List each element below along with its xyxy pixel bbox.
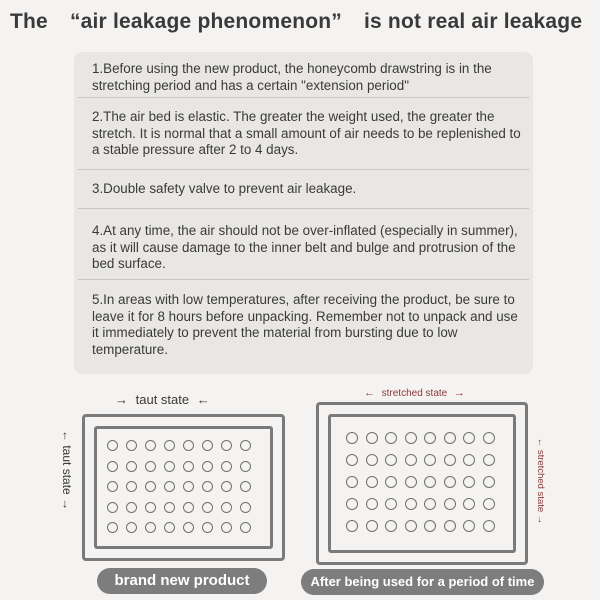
hole-circle [366, 454, 378, 466]
hole-circle [145, 440, 156, 451]
hole-circle [221, 440, 232, 451]
hole-circle [183, 481, 194, 492]
hole-circle [107, 461, 118, 472]
hole-circle [483, 432, 495, 444]
hole-circle [126, 461, 137, 472]
hole-circle [483, 498, 495, 510]
hole-circle [164, 481, 175, 492]
hole-circle [221, 461, 232, 472]
right-top-label [364, 384, 465, 399]
hole-circle [346, 476, 358, 488]
arrow-left-icon: ← [60, 430, 74, 442]
hole-circle [346, 498, 358, 510]
arrow-left-icon: ← [535, 437, 546, 448]
hole-circle [385, 520, 397, 532]
right-side-label-text: stretched state [535, 449, 546, 513]
note-item-3: 3.Double safety valve to prevent air leakage. [92, 181, 357, 196]
arrow-right-icon: → [535, 514, 546, 525]
hole-circle [366, 498, 378, 510]
hole-circle [424, 498, 436, 510]
hole-circle [240, 440, 251, 451]
hole-circle [145, 522, 156, 533]
new-product-mat [82, 414, 285, 561]
arrow-right-icon: → [60, 498, 74, 511]
hole-circle [107, 522, 118, 533]
hole-circle [240, 461, 251, 472]
left-side-label-text: taut state [60, 445, 74, 495]
hole-circle [202, 461, 213, 472]
hole-circle [424, 432, 436, 444]
hole-circle [240, 502, 251, 513]
hole-circle [145, 481, 156, 492]
hole-circle [202, 502, 213, 513]
note-divider [78, 279, 529, 280]
page-title [10, 10, 590, 34]
right-side-label [532, 436, 546, 526]
hole-circle [483, 520, 495, 532]
title-part-1: The [10, 10, 48, 33]
arrow-right-icon: → [453, 387, 465, 399]
hole-circle [202, 440, 213, 451]
arrow-left-icon: ← [196, 392, 210, 407]
hole-circle [126, 522, 137, 533]
note-item-5: 5.In areas with low temperatures, after receiving the product, be sure to leave it for 8 hours before unpacking. Remember not to unpack and use it immediately to prevent the material from bursting due to low temperature. [92, 292, 518, 357]
hole-circle [126, 481, 137, 492]
hole-circle [385, 454, 397, 466]
hole-circle [346, 432, 358, 444]
hole-circle [444, 520, 456, 532]
hole-circle [424, 520, 436, 532]
hole-circle [126, 440, 137, 451]
hole-circle [240, 481, 251, 492]
right-top-label-text: stretched state [381, 388, 448, 399]
hole-circle [145, 461, 156, 472]
hole-circle [385, 476, 397, 488]
hole-circle [405, 454, 417, 466]
hole-circle [483, 476, 495, 488]
title-part-3: is not real air leakage [363, 10, 583, 33]
hole-circle [164, 502, 175, 513]
hole-circle [183, 440, 194, 451]
hole-circle [221, 481, 232, 492]
hole-circle [240, 522, 251, 533]
hole-circle [107, 502, 118, 513]
hole-circle [346, 454, 358, 466]
title-part-2: “air leakage phenomenon” [69, 10, 342, 33]
note-divider [78, 169, 529, 170]
hole-circle [444, 498, 456, 510]
hole-circle [183, 522, 194, 533]
hole-circle [483, 454, 495, 466]
hole-circle [183, 461, 194, 472]
hole-circle [107, 440, 118, 451]
hole-circle [405, 520, 417, 532]
hole-circle [463, 520, 475, 532]
hole-circle [221, 522, 232, 533]
hole-circle [202, 481, 213, 492]
note-item-4: 4.At any time, the air should not be over-inflated (especially in summer), as it will cause damage to the inner belt and bulge and protrusion of the bed surface. [92, 223, 518, 271]
note-item-2: 2.The air bed is elastic. The greater the weight used, the greater the stretch. It is normal that a small amount of air needs to be replenished to a stable pressure after 2 to 4 days. [92, 109, 521, 157]
hole-circle [463, 476, 475, 488]
arrow-left-icon: ← [364, 387, 375, 399]
notes-panel [74, 52, 533, 374]
hole-circle [202, 522, 213, 533]
hole-circle [405, 498, 417, 510]
hole-circle [145, 502, 156, 513]
note-item-1: 1.Before using the new product, the honeycomb drawstring is in the stretching period and has a certain "extension period" [92, 61, 492, 93]
hole-circle [346, 520, 358, 532]
hole-circle [463, 454, 475, 466]
hole-circle [424, 476, 436, 488]
hole-circle [463, 498, 475, 510]
hole-circle [463, 432, 475, 444]
hole-circle [164, 461, 175, 472]
hole-circle [126, 502, 137, 513]
note-divider [78, 97, 529, 98]
hole-circle [424, 454, 436, 466]
hole-circle [107, 481, 118, 492]
hole-circle [444, 454, 456, 466]
hole-circle [366, 520, 378, 532]
used-product-mat [316, 402, 528, 565]
caption-after-use: After being used for a period of time [301, 569, 544, 595]
left-top-label-text: taut state [135, 392, 190, 407]
hole-circle [444, 476, 456, 488]
hole-circle [366, 476, 378, 488]
left-top-label [115, 392, 210, 407]
hole-circle [405, 476, 417, 488]
arrow-right-icon: → [115, 392, 128, 407]
note-divider [78, 208, 529, 209]
hole-circle [444, 432, 456, 444]
hole-circle [405, 432, 417, 444]
hole-circle [385, 432, 397, 444]
hole-circle [164, 522, 175, 533]
hole-circle [183, 502, 194, 513]
hole-circle [164, 440, 175, 451]
left-side-label [58, 430, 74, 510]
hole-circle [385, 498, 397, 510]
caption-brand-new: brand new product [97, 568, 267, 594]
hole-circle [221, 502, 232, 513]
hole-circle [366, 432, 378, 444]
